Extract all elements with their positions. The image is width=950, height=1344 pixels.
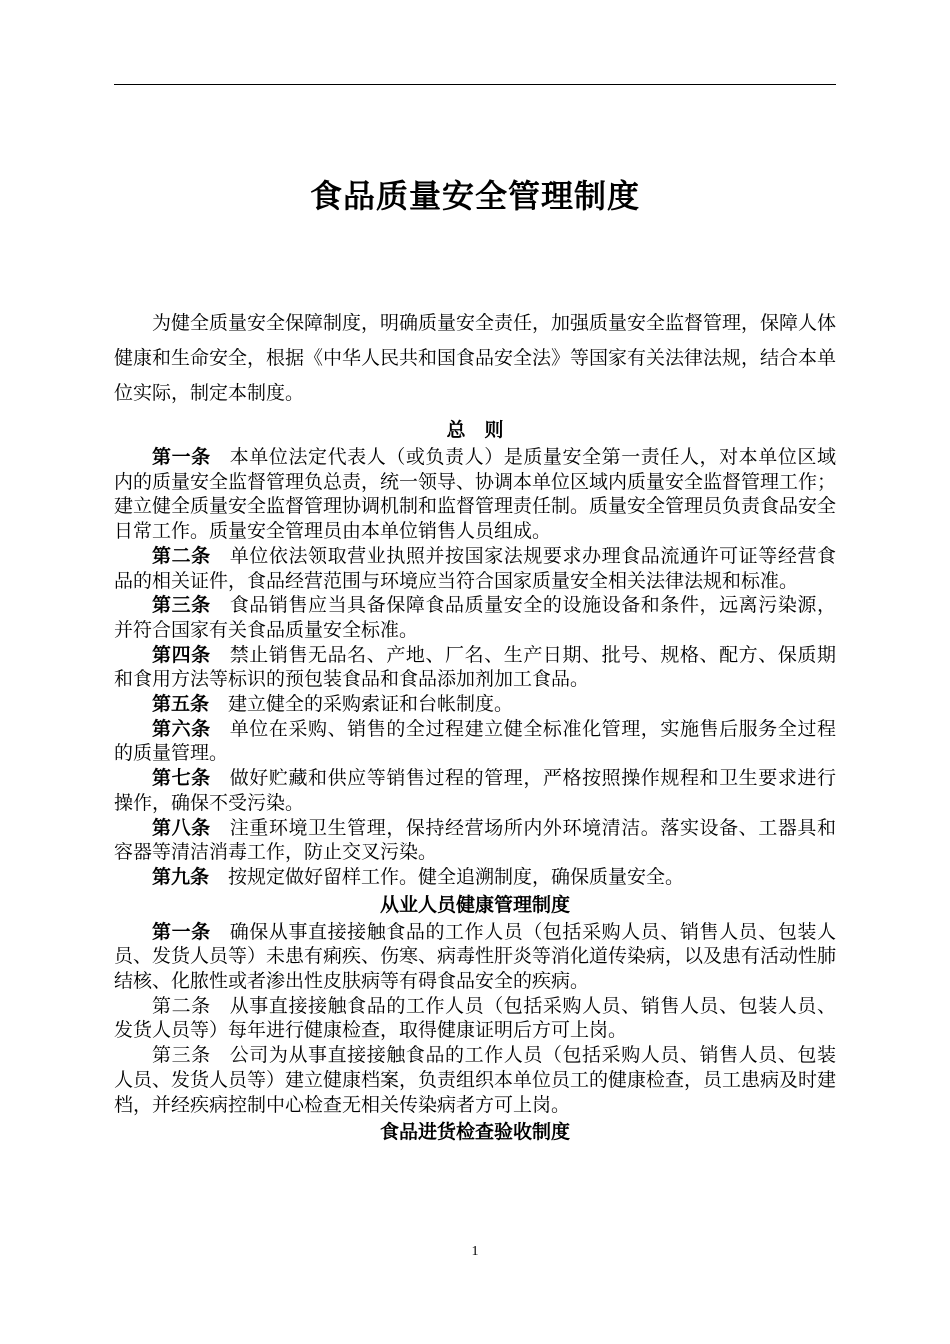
article-text: 本单位法定代表人（或负责人）是质量安全第一责任人，对本单位区域内的质量安全监督管理负总责，统一领导、协调本单位区域内质量安全监督管理工作；建立健全质量安全监督管理协调机制和监督管理责任制。质量安全管理员负责食品安全日常工作。质量安全管理员由本单位销售人员组成。 [114,446,837,543]
article-text: 公司为从事直接接触食品的工作人员（包括采购人员、销售人员、包装人员、发货人员等）建立健康档案，负责组织本单位员工的健康检查，员工患病及时建档，并经疾病控制中心检查无相关传染病者方可上岗。 [114,1044,837,1116]
article [114,593,836,642]
article [114,920,836,994]
intro-paragraph: 为健全质量安全保障制度，明确质量安全责任，加强质量安全监督管理，保障人体健康和生命安全，根据《中华人民共和国食品安全法》等国家有关法律法规，结合本单位实际，制定本制度。 [114,312,837,404]
article [114,544,836,593]
article-text: 从事直接接触食品的工作人员（包括采购人员、销售人员、包装人员、发货人员等）每年进行健康检查，取得健康证明后方可上岗。 [114,994,836,1042]
section-heading-general: 总 则 [446,419,504,441]
article [114,994,836,1043]
page-number: 1 [471,1244,479,1259]
article-number: 第二条 [152,544,211,567]
article-text: 做好贮藏和供应等销售过程的管理，严格按照操作规程和卫生要求进行操作，确保不受污染。 [114,767,836,814]
article-number: 第三条 [152,594,211,617]
section-heading-health: 从业人员健康管理制度 [379,893,570,916]
article-text: 按规定做好留样工作。健全追溯制度，确保质量安全。 [228,865,685,888]
article-number: 第四条 [152,643,211,666]
article-number: 第二条 [152,994,211,1017]
article [114,717,836,766]
document-title: 食品质量安全管理制度 [309,177,640,215]
article [114,766,836,815]
article [114,1043,836,1117]
article-number: 第一条 [152,920,211,943]
header-rule [114,84,836,85]
article-number: 第一条 [152,446,211,468]
article-number: 第五条 [152,693,210,716]
article-text: 禁止销售无品名、产地、厂名、生产日期、批号、规格、配方、保质期和食用方法等标识的预包装食品和食品添加剂加工食品。 [114,643,836,691]
article [114,445,836,544]
document-body [114,306,836,1147]
article-text: 单位在采购、销售的全过程建立健全标准化管理，实施售后服务全过程的质量管理。 [114,717,836,765]
article-number: 第三条 [152,1044,211,1067]
article-number: 第九条 [152,865,210,888]
article-number: 第六条 [152,717,211,740]
article-text: 注重环境卫生管理，保持经营场所内外环境清洁。落实设备、工器具和容器等清洁消毒工作，防止交叉污染。 [114,816,836,864]
article-text: 确保从事直接接触食品的工作人员（包括采购人员、销售人员、包装人员、发货人员等）未患有痢疾、伤寒、病毒性肝炎等消化道传染病，以及患有活动性肺结核、化脓性或者渗出性皮肤病等有碍食品安全的疾病。 [114,920,837,993]
article-text: 食品销售应当具备保障食品质量安全的设施设备和条件，远离污染源，并符合国家有关食品质量安全标准。 [114,594,836,641]
article-text: 单位依法领取营业执照并按国家法规要求办理食品流通许可证等经营食品的相关证件，食品经营范围与环境应当符合国家质量安全相关法律法规和标准。 [114,544,836,592]
article-text: 建立健全的采购索证和台帐制度。 [228,693,514,716]
section-heading-inspection: 食品进货检查验收制度 [379,1121,570,1144]
article [114,692,836,717]
article [114,865,836,890]
article-number: 第八条 [152,816,211,839]
article-number: 第七条 [152,767,211,790]
article [114,816,836,865]
article [114,643,836,692]
